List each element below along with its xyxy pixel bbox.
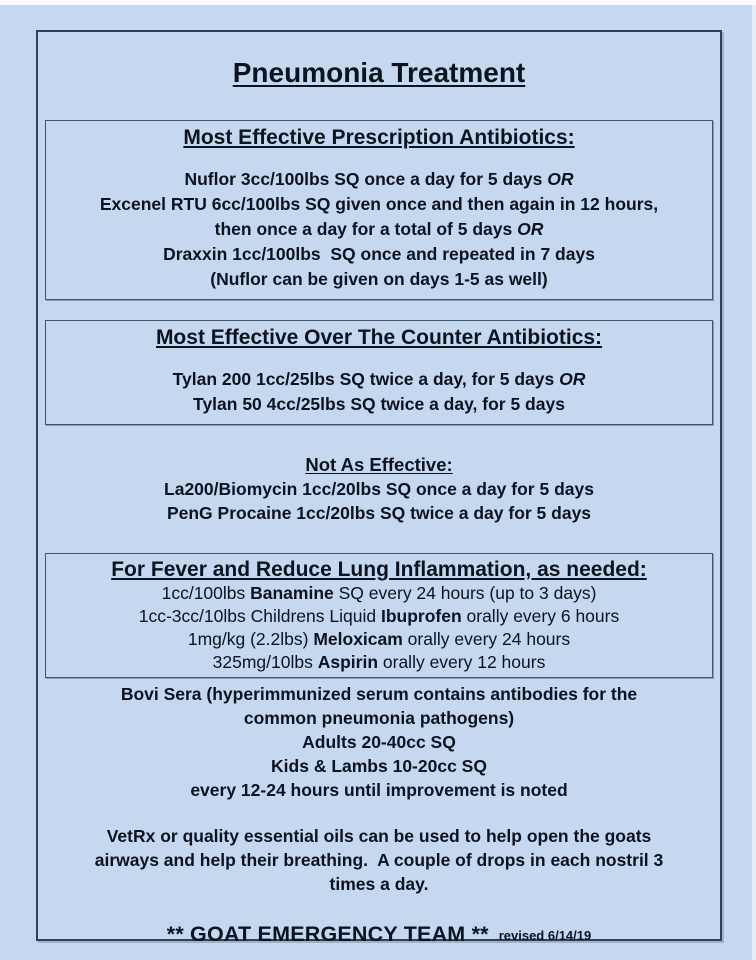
- text-line: [38, 848, 720, 872]
- not-as-effective-section: [38, 453, 720, 525]
- text-line: [52, 192, 706, 217]
- bovi-sera-section: [38, 682, 720, 802]
- text-segment: Aspirin: [317, 652, 379, 672]
- text-line: [38, 754, 720, 778]
- otc-antibiotics-body: [52, 367, 706, 417]
- text-segment: PenG Procaine 1cc/20lbs SQ twice a day for 5 days: [166, 503, 592, 523]
- vetrx-note-section: [38, 824, 720, 896]
- text-line: [52, 267, 706, 292]
- text-line: [52, 392, 706, 417]
- text-segment: Tylan 200 1cc/25lbs SQ twice a day, for 5 days: [172, 369, 560, 389]
- text-line: [52, 217, 706, 242]
- revised-date: revised 6/14/19: [498, 928, 592, 943]
- text-line: [50, 605, 708, 628]
- text-segment: times a day.: [329, 874, 429, 894]
- prescription-antibiotics-body: [52, 167, 706, 292]
- vetrx-note-body: [38, 824, 720, 896]
- text-segment: 1mg/kg (2.2lbs): [187, 629, 314, 649]
- not-as-effective-header: Not As Effective:: [305, 454, 453, 475]
- spacer: [52, 350, 706, 367]
- bovi-sera-body: [38, 682, 720, 802]
- not-as-effective-body: [38, 477, 720, 525]
- goat-emergency-team-label: ** GOAT EMERGENCY TEAM **: [166, 922, 489, 946]
- text-segment: every 12-24 hours until improvement is noted: [190, 780, 568, 800]
- text-segment: SQ every 24 hours (up to 3 days): [333, 583, 597, 603]
- text-line: [50, 628, 708, 651]
- page-title: Pneumonia Treatment: [232, 57, 526, 88]
- text-line: [38, 706, 720, 730]
- fever-inflammation-header: For Fever and Reduce Lung Inflammation, as needed:: [111, 558, 647, 581]
- text-line: [52, 367, 706, 392]
- right-edge-strip: [752, 5, 756, 960]
- text-line: [52, 242, 706, 267]
- text-segment: (Nuflor can be given on days 1-5 as well): [210, 269, 548, 289]
- text-line: [52, 167, 706, 192]
- text-segment: Excenel RTU 6cc/100lbs SQ given once and then again in 12 hours,: [99, 194, 659, 214]
- footer-line: [38, 922, 720, 947]
- prescription-antibiotics-box: [45, 120, 713, 300]
- text-line: [50, 651, 708, 674]
- text-line: [38, 682, 720, 706]
- text-segment: Adults 20-40cc SQ: [302, 732, 456, 752]
- text-line: [38, 872, 720, 896]
- text-segment: Bovi Sera (hyperimmunized serum contains antibodies for the: [120, 684, 638, 704]
- document-sheet: [36, 30, 722, 946]
- text-segment: Draxxin 1cc/100lbs SQ once and repeated in 7 days: [163, 244, 595, 264]
- text-segment: orally every 6 hours: [461, 606, 620, 626]
- text-segment: Banamine: [250, 583, 334, 603]
- text-segment: Kids & Lambs 10-20cc SQ: [271, 756, 487, 776]
- text-segment: orally every 24 hours: [402, 629, 571, 649]
- otc-antibiotics-box: [45, 320, 713, 425]
- text-segment: common pneumonia pathogens): [243, 708, 515, 728]
- fever-inflammation-body: [50, 582, 708, 674]
- text-segment: airways and help their breathing. A couple of drops in each nostril 3: [94, 850, 664, 870]
- text-line: [38, 477, 720, 501]
- text-line: [38, 824, 720, 848]
- text-segment: La200/Biomycin 1cc/20lbs SQ once a day for 5 days: [164, 479, 594, 499]
- text-line: [38, 730, 720, 754]
- text-segment: orally every 12 hours: [378, 652, 546, 672]
- text-segment: VetRx or quality essential oils can be used to help open the goats: [106, 826, 652, 846]
- text-segment: then once a day for a total of 5 days: [214, 219, 518, 239]
- top-edge-strip: [0, 0, 756, 5]
- prescription-antibiotics-header: Most Effective Prescription Antibiotics:: [183, 126, 575, 149]
- fever-inflammation-box: [45, 553, 713, 678]
- text-segment: Tylan 50 4cc/25lbs SQ twice a day, for 5 days: [193, 394, 565, 414]
- text-segment: Ibuprofen: [380, 606, 462, 626]
- text-segment: 1cc/100lbs: [161, 583, 251, 603]
- text-segment: OR: [547, 169, 574, 189]
- text-segment: Meloxicam: [313, 629, 403, 649]
- text-line: [38, 501, 720, 525]
- text-segment: OR: [559, 369, 586, 389]
- text-segment: 325mg/10lbs: [212, 652, 318, 672]
- otc-antibiotics-header: Most Effective Over The Counter Antibiotics:: [155, 326, 603, 349]
- text-segment: OR: [517, 219, 544, 239]
- text-segment: 1cc-3cc/10lbs Childrens Liquid: [138, 606, 381, 626]
- text-line: [50, 582, 708, 605]
- spacer: [52, 150, 706, 167]
- text-line: [38, 778, 720, 802]
- text-segment: Nuflor 3cc/100lbs SQ once a day for 5 days: [184, 169, 548, 189]
